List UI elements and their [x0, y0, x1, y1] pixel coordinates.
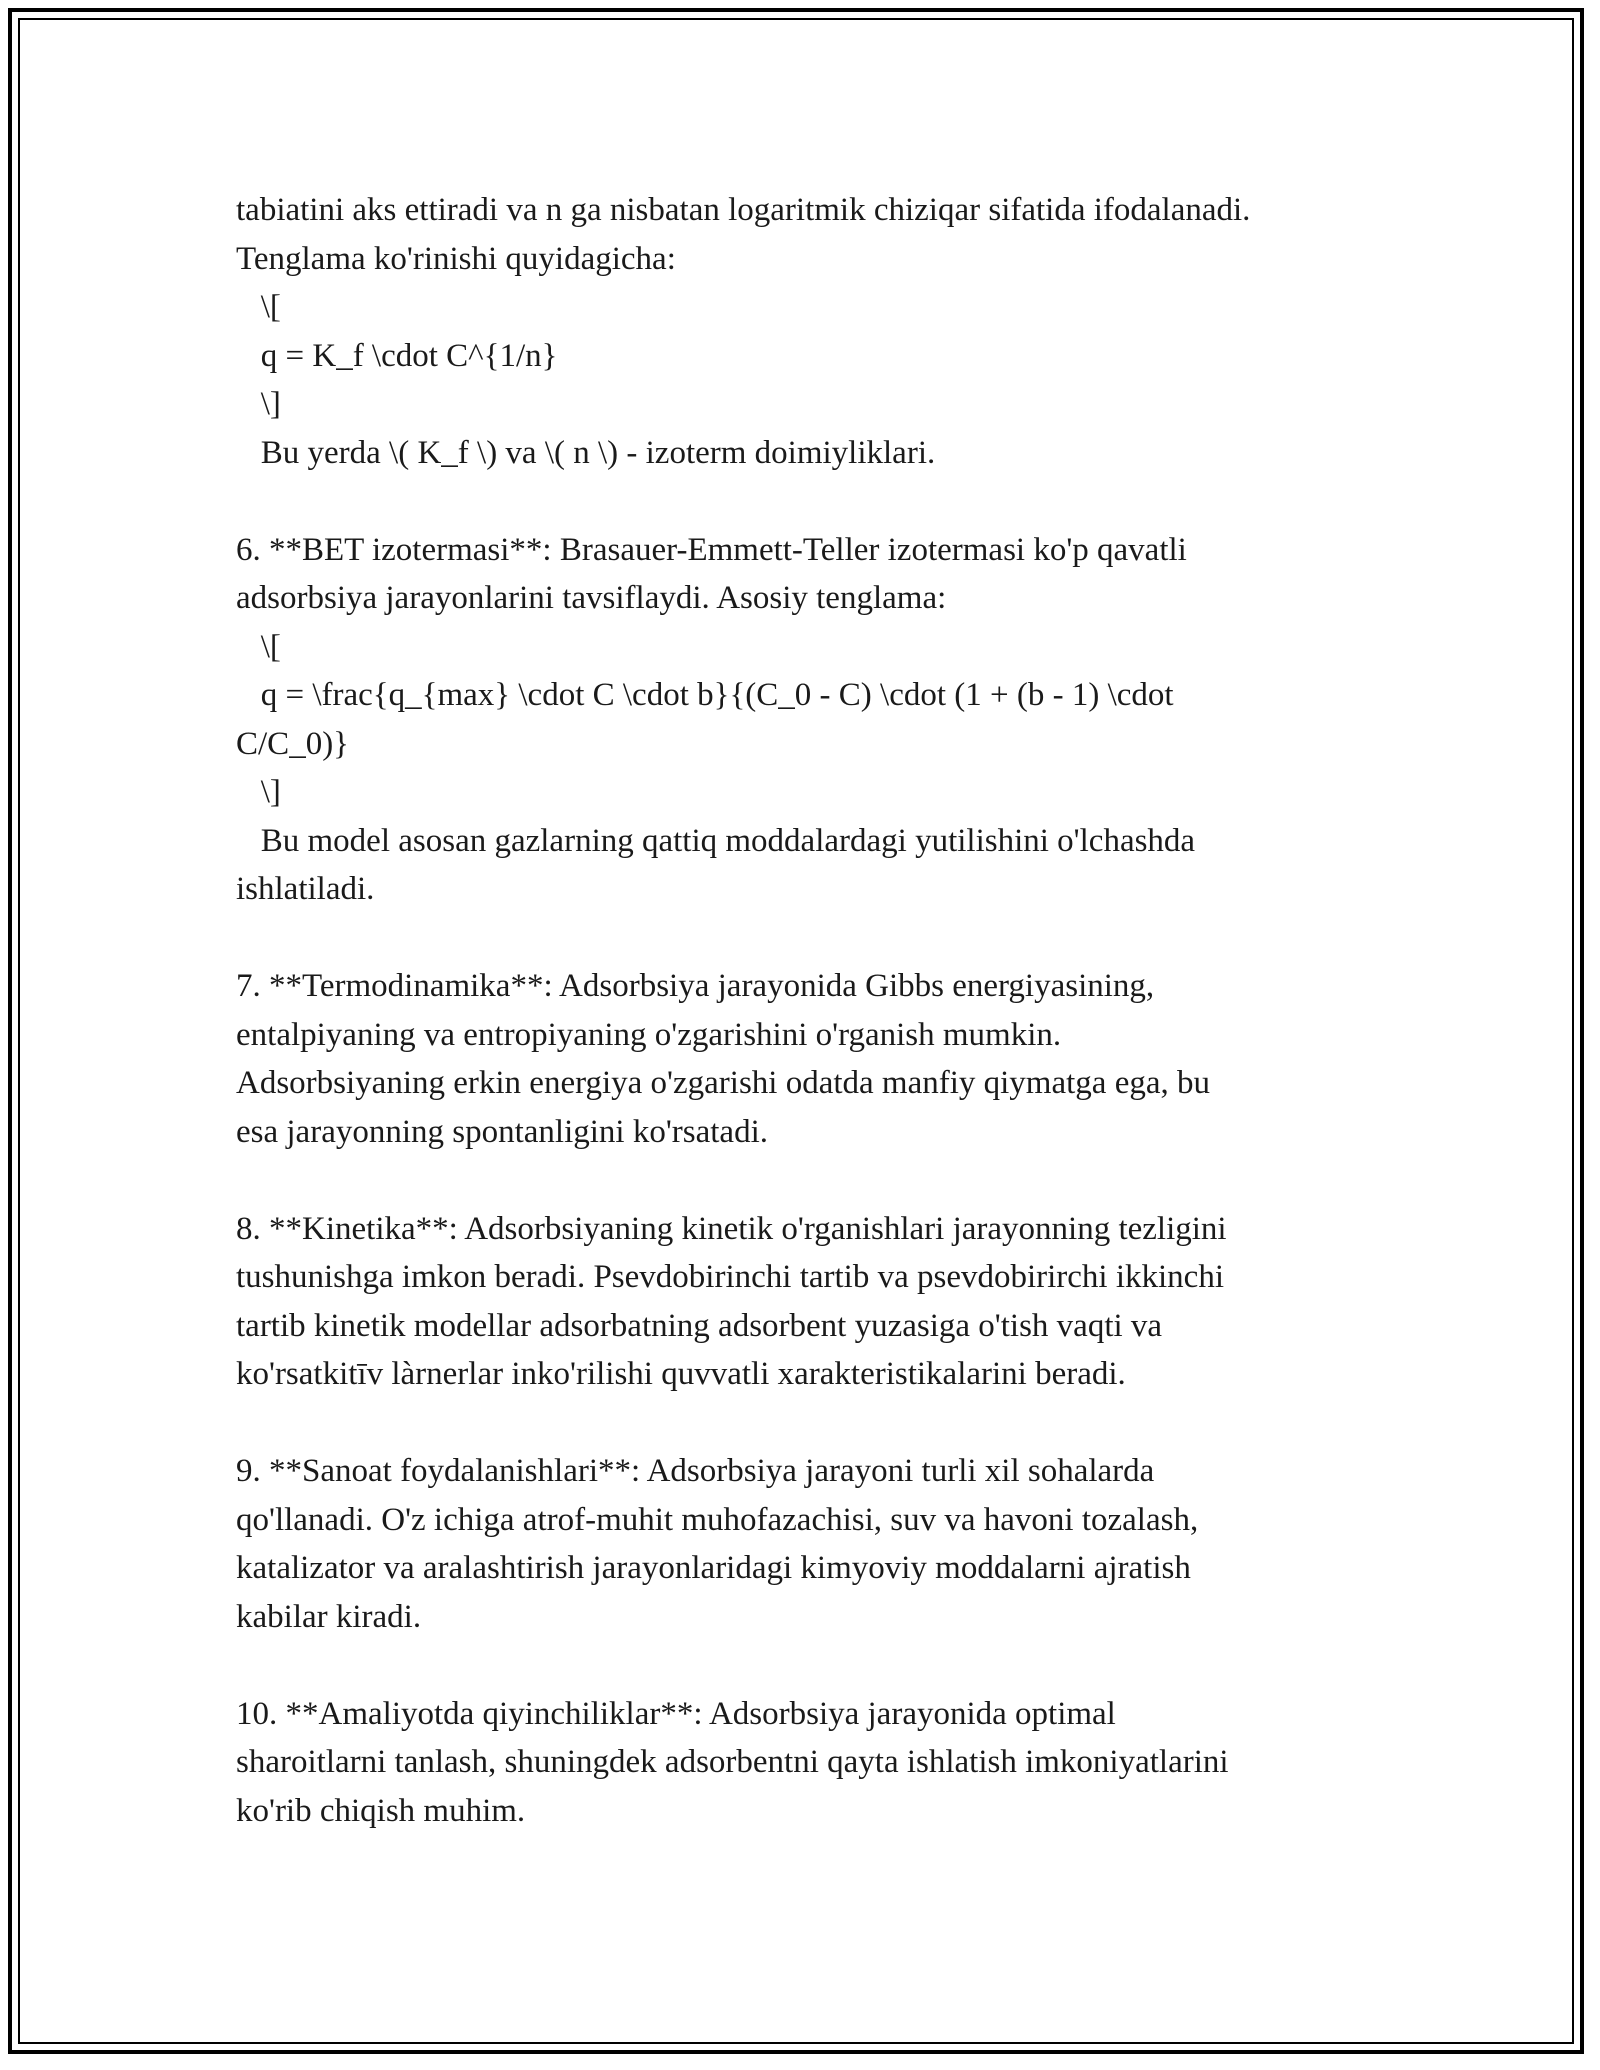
text-line: Tenglama ko'rinishi quyidagicha: [236, 240, 676, 277]
text-line: Adsorbsiyaning erkin energiya o'zgarishi odatda manfiy qiymatga ega, bu [236, 1065, 1210, 1101]
equation-close: \] [236, 774, 281, 810]
paragraph-gap [236, 1641, 1406, 1690]
text-line: 6. **BET izotermasi**: Brasauer-Emmett-Teller izotermasi ko'p qavatli [236, 531, 1187, 568]
paragraph-bet-isotherm [236, 526, 1406, 914]
equation-close: \] [236, 386, 281, 422]
paragraph-gap [236, 914, 1406, 963]
paragraph-gap [236, 1156, 1406, 1205]
text-line: tabiatini aks ettiradi va n ga nisbatan logaritmik chiziqar sifatida ifodalanadi. [236, 192, 1251, 228]
text-line: Bu model asosan gazlarning qattiq moddalardagi yutilishini o'lchashda [236, 822, 1196, 859]
paragraph-gap [236, 477, 1406, 526]
text-line: ko'rib chiqish muhim. [236, 1792, 526, 1829]
text-line: esa jarayonning spontanligini ko'rsatadi. [236, 1113, 768, 1150]
text-line: ko'rsatkitīv làrnerlar inko'rilishi quvvatli xarakteristikalarini beradi. [236, 1356, 1126, 1392]
text-line: 9. **Sanoat foydalanishlari**: Adsorbsiya jarayoni turli xil sohalarda [236, 1453, 1155, 1489]
equation-line: q = K_f \cdot C^{1/n} [236, 337, 558, 374]
paragraph-gap [236, 1399, 1406, 1448]
document-body [236, 186, 1406, 1835]
text-line: Bu yerda \( K_f \) va \( n \) - izoterm doimiyliklari. [236, 434, 936, 471]
text-line: qo'llanadi. O'z ichiga atrof-muhit muhofazachisi, suv va havoni tozalash, [236, 1501, 1199, 1538]
text-line: 8. **Kinetika**: Adsorbsiyaning kinetik o'rganishlari jarayonning tezligini [236, 1210, 1227, 1247]
equation-open: \[ [236, 628, 281, 665]
text-line: tushunishga imkon beradi. Psevdobirinchi tartib va psevdobirirchi ikkinchi [236, 1259, 1225, 1295]
text-line: adsorbsiya jarayonlarini tavsiflaydi. Asosiy tenglama: [236, 580, 947, 616]
text-line: ishlatiladi. [236, 871, 375, 907]
paragraph-freundlich-continuation [236, 186, 1406, 477]
paragraph-industrial-uses [236, 1447, 1406, 1641]
text-line: kabilar kiradi. [236, 1598, 422, 1635]
text-line: entalpiyaning va entropiyaning o'zgarishini o'rganish mumkin. [236, 1016, 1062, 1053]
text-line: 7. **Termodinamika**: Adsorbsiya jarayonida Gibbs energiyasining, [236, 968, 1155, 1004]
text-line: 10. **Amaliyotda qiyinchiliklar**: Adsorbsiya jarayonida optimal [236, 1695, 1116, 1732]
equation-line: C/C_0)} [236, 725, 350, 762]
equation-open: \[ [236, 289, 281, 325]
paragraph-thermodynamics [236, 962, 1406, 1156]
paragraph-kinetics [236, 1205, 1406, 1399]
text-line: sharoitlarni tanlash, shuningdek adsorbentni qayta ishlatish imkoniyatlarini [236, 1744, 1229, 1780]
paragraph-practical-challenges [236, 1690, 1406, 1836]
text-line: tartib kinetik modellar adsorbatning adsorbent yuzasiga o'tish vaqti va [236, 1307, 1163, 1344]
text-line: katalizator va aralashtirish jarayonlaridagi kimyoviy moddalarni ajratish [236, 1550, 1191, 1586]
equation-line: q = \frac{q_{max} \cdot C \cdot b}{(C_0 - C) \cdot (1 + (b - 1) \cdot [236, 677, 1174, 713]
